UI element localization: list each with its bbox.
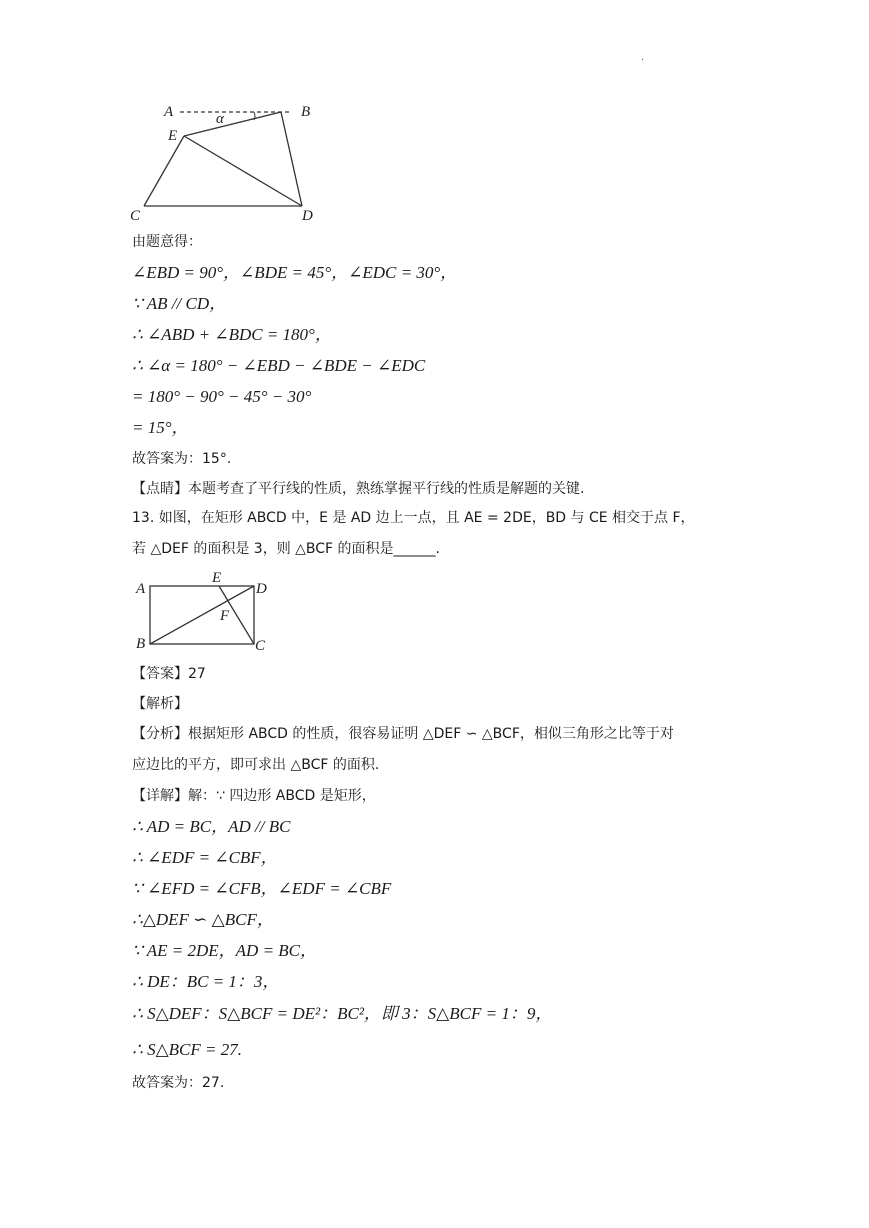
text-line-9: 【点睛】本题考查了平行线的性质，熟练掌握平行线的性质是解题的关键.	[132, 481, 585, 497]
solution-line-9: ∴ S△BCF = 27.	[132, 1040, 242, 1059]
analysis-line-1: 【分析】根据矩形 ABCD 的性质，很容易证明 △DEF ∽ △BCF，相似三角形之比等于对	[132, 726, 674, 742]
label-e: E	[168, 128, 178, 144]
analysis-line-2: 应边比的平方，即可求出 △BCF 的面积.	[132, 757, 380, 773]
label-f: F	[220, 608, 230, 624]
solution-line-8: ∴ S△DEF：S△BCF = DE²：BC²，即 3：S△BCF = 1：9，	[132, 1004, 553, 1023]
text-line-2: ∠EBD = 90°，∠BDE = 45°，∠EDC = 30°，	[132, 263, 458, 282]
label-a: A	[164, 104, 174, 120]
text-line-5: ∴ ∠α = 180° − ∠EBD − ∠BDE − ∠EDC	[132, 356, 426, 375]
answer-line: 【答案】27	[132, 666, 206, 682]
text-line-3: ∵ AB // CD，	[132, 294, 227, 313]
solution-line-7: ∴ DE：BC = 1：3，	[132, 972, 280, 991]
label-e: E	[212, 570, 222, 586]
label-b: B	[136, 636, 146, 652]
label-c: C	[130, 208, 141, 224]
segment-bd	[281, 112, 302, 206]
figure-trapezoid	[128, 98, 328, 224]
label-d: D	[256, 581, 267, 597]
text-line-4: ∴ ∠ABD + ∠BDC = 180°，	[132, 325, 332, 344]
angle-arc-alpha	[254, 112, 255, 120]
analysis-heading: 【解析】	[132, 696, 188, 712]
label-b: B	[301, 104, 311, 120]
final-answer-line: 故答案为：27.	[132, 1075, 225, 1091]
solution-line-6: ∵ AE = 2DE，AD = BC，	[132, 941, 318, 960]
segment-eb	[184, 112, 281, 136]
text-line-6: = 180° − 90° − 45° − 30°	[132, 387, 312, 406]
solution-line-5: ∴△DEF ∽ △BCF，	[132, 910, 274, 929]
figure-rectangle	[130, 568, 276, 656]
text-line-1: 由题意得：	[132, 234, 202, 250]
label-a: A	[136, 581, 146, 597]
diagonal-bd	[150, 586, 254, 644]
solution-line-1: 【详解】解：∵ 四边形 ABCD 是矩形，	[132, 788, 376, 804]
solution-line-2: ∴ AD = BC，AD // BC	[132, 817, 291, 836]
solution-line-3: ∴ ∠EDF = ∠CBF，	[132, 848, 278, 867]
label-d: D	[302, 208, 313, 224]
label-c: C	[255, 638, 266, 654]
solution-line-4: ∵ ∠EFD = ∠CFB，∠EDF = ∠CBF	[132, 879, 392, 898]
segment-ed	[184, 136, 302, 206]
text-line-7: = 15°，	[132, 418, 189, 437]
problem-13-line-1: 13. 如图，在矩形 ABCD 中，E 是 AD 边上一点，且 AE = 2DE，BD 与 CE 相交于点 F，	[132, 510, 695, 526]
segment-ce	[144, 136, 184, 206]
header-dot: .	[641, 52, 645, 63]
label-alpha: α	[216, 111, 224, 127]
text-line-8: 故答案为：15°.	[132, 451, 232, 467]
problem-13-line-2: 若 △DEF 的面积是 3，则 △BCF 的面积是______.	[132, 541, 441, 557]
